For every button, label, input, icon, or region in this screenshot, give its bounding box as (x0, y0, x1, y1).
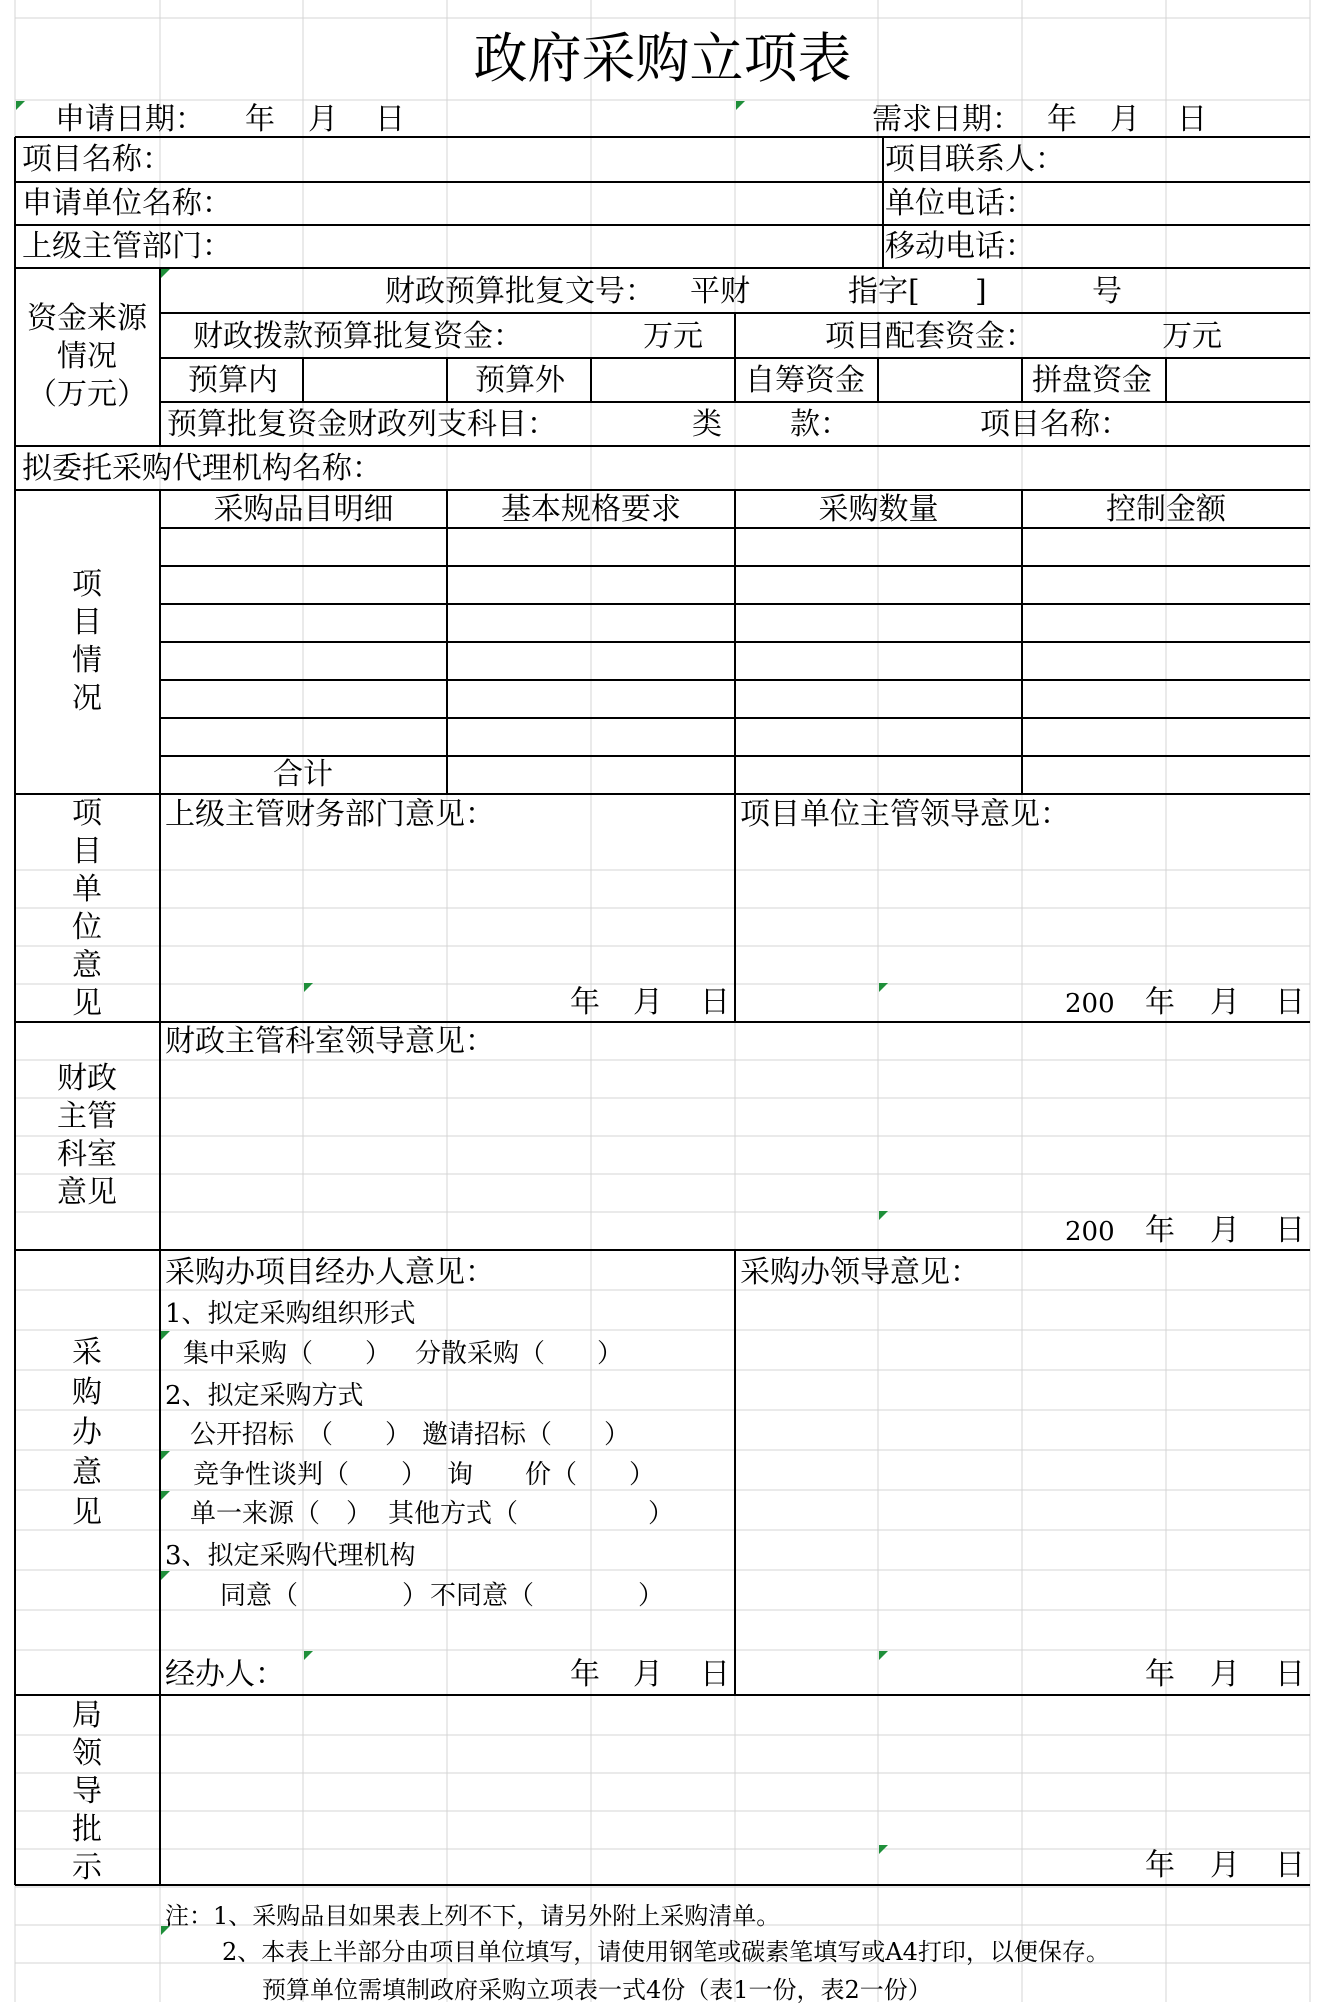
procurement-leader-date-month[interactable]: 月 (1210, 1657, 1240, 1692)
other-method-option[interactable]: 其他方式（ ） (388, 1499, 675, 1529)
invite-tender-option[interactable]: 邀请招标（ ） (422, 1420, 631, 1450)
procurement-leader-opinion-label: 采购办领导意见： (740, 1255, 980, 1290)
superior-finance-date-year[interactable]: 年 (570, 985, 600, 1020)
need-date-month[interactable]: 月 (1110, 102, 1140, 137)
procurement-opinion-section-label: 采 购 办 意 见 (72, 1335, 102, 1530)
pinpan-fund-label: 拼盘资金 (1032, 363, 1152, 398)
unit-leader-date-day[interactable]: 日 (1275, 985, 1305, 1020)
unit-leader-opinion-label: 项目单位主管领导意见： (740, 797, 1070, 832)
cell-marker-icon (304, 1651, 313, 1660)
handler-opinion-label: 采购办项目经办人意见： (165, 1255, 495, 1290)
col-header-quantity: 采购数量 (818, 492, 939, 527)
hao-text: 号 (1092, 274, 1122, 309)
bracket-close-text: ] (975, 274, 987, 309)
step3-label: 3、拟定采购代理机构 (165, 1541, 416, 1571)
bureau-date-year[interactable]: 年 (1145, 1848, 1175, 1883)
mobile-label: 移动电话： (885, 229, 1035, 264)
handler-date-month[interactable]: 月 (633, 1657, 663, 1692)
note-line-3: 预算单位需填制政府采购立项表一式4份（表1一份，表2一份） (262, 1976, 932, 2004)
cell-marker-icon (16, 101, 25, 110)
appropriation-unit: 万元 (643, 319, 703, 354)
matching-fund-label: 项目配套资金： (825, 319, 1035, 354)
cell-marker-icon (161, 1571, 170, 1580)
step2-label: 2、拟定采购方式 (165, 1381, 364, 1411)
page-title: 政府采购立项表 (473, 27, 852, 90)
project-contact-label: 项目联系人： (885, 142, 1065, 177)
ping-cai-text: 平财 (690, 274, 750, 309)
need-date-year[interactable]: 年 (1047, 102, 1077, 137)
apply-date-day[interactable]: 日 (375, 102, 405, 137)
unit-leader-date-prefix: 200 (1065, 989, 1115, 1019)
bureau-section-label: 局 领 导 批 示 (72, 1698, 102, 1885)
apply-date-label: 申请日期： (55, 102, 205, 137)
col-header-spec: 基本规格要求 (501, 492, 681, 527)
apply-date-year[interactable]: 年 (245, 102, 275, 137)
zhi-zi-text: 指字[ (848, 274, 920, 309)
appropriation-label: 财政拨款预算批复资金： (193, 319, 523, 354)
finance-date-year[interactable]: 年 (1145, 1213, 1175, 1248)
unit-leader-date-year[interactable]: 年 (1145, 985, 1175, 1020)
self-raised-label: 自筹资金 (745, 363, 865, 398)
funding-section-label: 资金来源 情况 （万元） (27, 301, 147, 412)
approval-doc-label: 财政预算批复文号： (385, 274, 655, 309)
project-name-label: 项目名称： (22, 142, 172, 177)
single-source-option[interactable]: 单一来源（ ） (190, 1499, 373, 1529)
cell-marker-icon (879, 1651, 888, 1660)
bureau-date-day[interactable]: 日 (1275, 1848, 1305, 1883)
subject-item-name-label: 项目名称： (980, 407, 1130, 442)
inquiry-option[interactable]: 询 价（ ） (447, 1460, 656, 1490)
handler-sign-label: 经办人： (165, 1657, 285, 1692)
finance-opinion-section-label: 财政 主管 科室 意见 (57, 1061, 117, 1210)
cell-marker-icon (879, 1211, 888, 1220)
apply-unit-label: 申请单位名称： (22, 186, 232, 221)
need-date-label: 需求日期： (872, 102, 1022, 137)
finance-date-prefix: 200 (1065, 1217, 1115, 1247)
unit-opinion-section-label: 项 目 单 位 意 见 (72, 796, 102, 1021)
cell-marker-icon (161, 1491, 170, 1500)
bureau-date-month[interactable]: 月 (1210, 1848, 1240, 1883)
col-header-amount: 控制金额 (1106, 492, 1226, 527)
items-section-label: 项 目 情 况 (72, 567, 102, 716)
matching-fund-unit: 万元 (1162, 319, 1222, 354)
superior-dept-label: 上级主管部门： (22, 229, 232, 264)
apply-date-month[interactable]: 月 (308, 102, 338, 137)
in-budget-label: 预算内 (188, 363, 278, 398)
finance-date-month[interactable]: 月 (1210, 1213, 1240, 1248)
handler-date-year[interactable]: 年 (570, 1657, 600, 1692)
superior-finance-opinion-label: 上级主管财务部门意见： (165, 797, 495, 832)
agency-label: 拟委托采购代理机构名称： (22, 451, 382, 486)
cell-marker-icon (161, 1331, 170, 1340)
need-date-day[interactable]: 日 (1177, 102, 1207, 137)
total-label: 合计 (273, 757, 333, 792)
superior-finance-date-day[interactable]: 日 (700, 985, 730, 1020)
disagree-option[interactable]: 不同意（ ） (430, 1581, 665, 1611)
cell-marker-icon (304, 983, 313, 992)
cell-marker-icon (879, 983, 888, 992)
agree-option[interactable]: 同意（ ） (220, 1581, 429, 1611)
finance-date-day[interactable]: 日 (1275, 1213, 1305, 1248)
superior-finance-date-month[interactable]: 月 (633, 985, 663, 1020)
competitive-option[interactable]: 竞争性谈判（ ） (193, 1460, 428, 1490)
finance-leader-opinion-label: 财政主管科室领导意见： (165, 1024, 495, 1059)
decentralized-option[interactable]: 分散采购（ ） (415, 1339, 624, 1369)
cell-marker-icon (161, 269, 170, 278)
out-budget-label: 预算外 (475, 363, 565, 398)
subject-kuan: 款： (790, 407, 850, 442)
note-line-1: 注：1、采购品目如果表上列不下，请另外附上采购清单。 (165, 1902, 781, 1930)
procurement-leader-date-year[interactable]: 年 (1145, 1657, 1175, 1692)
unit-leader-date-month[interactable]: 月 (1210, 985, 1240, 1020)
subject-lei: 类 (692, 407, 722, 442)
open-tender-option[interactable]: 公开招标 （ ） (190, 1420, 412, 1450)
cell-marker-icon (879, 1845, 888, 1854)
centralized-option[interactable]: 集中采购（ ） (183, 1339, 392, 1369)
budget-subject-label: 预算批复资金财政列支科目： (167, 407, 557, 442)
cell-marker-icon (161, 1451, 170, 1460)
step1-label: 1、拟定采购组织形式 (165, 1299, 416, 1329)
handler-date-day[interactable]: 日 (700, 1657, 730, 1692)
col-header-item-detail: 采购品目明细 (213, 492, 394, 527)
unit-phone-label: 单位电话： (885, 186, 1035, 221)
note-line-2: 2、本表上半部分由项目单位填写，请使用钢笔或碳素笔填写或A4打印，以便保存。 (222, 1938, 1110, 1966)
procurement-leader-date-day[interactable]: 日 (1275, 1657, 1305, 1692)
cell-marker-icon (736, 101, 745, 110)
